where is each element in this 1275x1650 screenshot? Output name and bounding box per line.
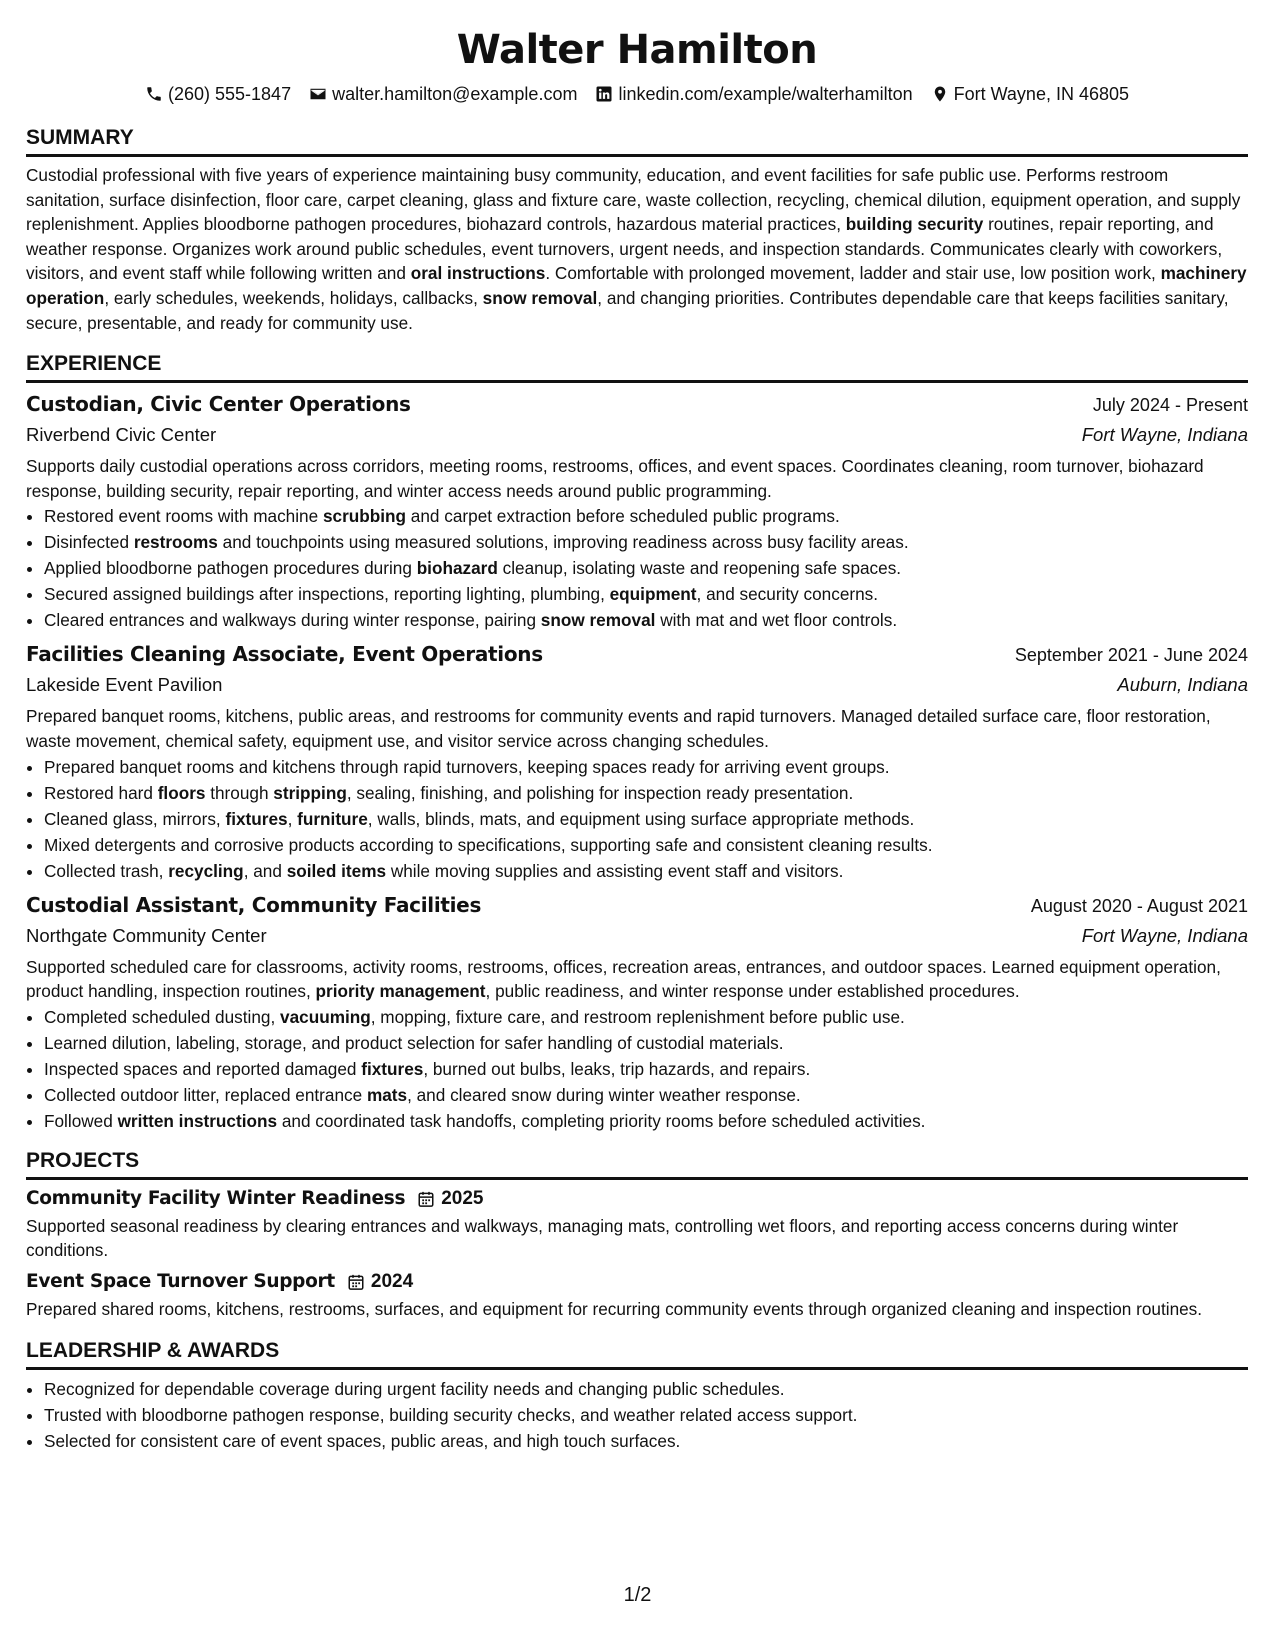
bold-keyword: scrubbing [322,506,407,527]
job-entry [26,641,1248,883]
job-bullet-list [26,1004,1248,1134]
text-run: Secured assigned buildings after inspections, reporting lighting, plumbing, [44,584,610,605]
text-run: routines, repair reporting, and weather response. Organizes work around public schedules, event turnovers, urgent needs, and inspection standards. Communicates clearly with coworkers, visitors, and event staff while following written and [26,214,1223,284]
text-run: and touchpoints using measured solutions, improving readiness across busy facility areas. [217,532,909,553]
bold-keyword: stripping [273,782,347,803]
text-run: while moving supplies and assisting event staff and visitors. [386,860,844,881]
text-run: with mat and wet floor controls. [655,610,898,631]
job-header [26,391,1248,418]
bold-keyword: written instructions [117,1110,278,1131]
job-subheader [26,422,1248,448]
experience-list [26,391,1248,1134]
project-year [417,1188,483,1210]
list-item [44,832,1248,858]
job-dates: August 2020 - August 2021 [1030,895,1248,916]
bold-keyword: soiled items [286,860,387,881]
job-employer: Lakeside Event Pavilion [26,674,223,696]
project-entry [26,1271,1248,1322]
text-run: Restored hard [44,782,158,803]
phone-icon [145,85,163,103]
text-run: . Comfortable with prolonged movement, ladder and stair use, low position work, [545,263,1161,284]
location-text: Fort Wayne, IN 46805 [953,84,1130,104]
job-header [26,641,1248,668]
text-run: Learned dilution, labeling, storage, and product selection for safer handling of custodial materials. [44,1032,784,1053]
projects-list [26,1188,1248,1322]
job-employer: Riverbend Civic Center [26,424,217,446]
bold-keyword: equipment [609,584,697,605]
text-run: and coordinated task handoffs, completing priority rooms before scheduled activities. [277,1110,926,1131]
list-item: • Recognized for dependable coverage during urgent facility needs and changing public schedules. [44,1376,1248,1402]
resume-page [26,0,1248,1454]
project-year-text: 2025 [441,1187,484,1209]
bold-keyword: machinery operation [26,263,1247,308]
job-header [26,892,1248,919]
calendar-icon [417,1190,435,1208]
bold-keyword: vacuuming [280,1006,371,1027]
linkedin-icon [595,85,613,103]
text-run: Mixed detergents and corrosive products according to specifications, supporting safe and consistent cleaning results. [44,834,933,855]
list-item [44,858,1248,884]
job-title: Custodial Assistant, Community Facilities [26,892,482,917]
project-entry [26,1188,1248,1263]
list-item [44,780,1248,806]
job-bullet-list [26,503,1248,633]
project-header [26,1188,1248,1210]
bold-keyword: snow removal [482,287,598,308]
job-dates: July 2024 - Present [1092,395,1248,416]
text-run: , burned out bulbs, leaks, trip hazards, and repairs. [423,1058,811,1079]
leadership-list [26,1376,1248,1454]
section-title-projects: PROJECTS [26,1148,1248,1180]
text-run: Applied bloodborne pathogen procedures during [44,558,417,579]
text-run: , and changing priorities. Contributes dependable care that keeps facilities sanitary, secure, presentable, and ready for community use. [26,287,1229,333]
bold-keyword: fixtures [225,808,288,829]
bold-keyword: priority management [315,981,486,1002]
list-item [44,1108,1248,1134]
project-header [26,1271,1248,1293]
text-run: Prepared banquet rooms and kitchens through rapid turnovers, keeping spaces ready for arriving event groups. [44,756,890,777]
bold-keyword: restrooms [133,532,218,553]
job-location: Fort Wayne, Indiana [1081,924,1248,946]
project-title: Community Facility Winter Readiness [26,1188,406,1210]
bold-keyword: fixtures [361,1058,424,1079]
section-title-summary: SUMMARY [26,125,1248,157]
bold-keyword: snow removal [540,610,656,631]
page-number: 1/2 [623,1584,652,1606]
text-run: , walls, blinds, mats, and equipment using surface appropriate methods. [367,808,915,829]
contact-email[interactable] [309,82,577,106]
list-item [44,1004,1248,1030]
contact-phone [145,82,291,106]
section-title-leadership: LEADERSHIP & AWARDS [26,1338,1248,1370]
job-subheader [26,672,1248,698]
text-run: , early schedules, weekends, holidays, callbacks, [104,287,483,308]
project-title: Event Space Turnover Support [26,1271,335,1293]
linkedin-link[interactable]: linkedin.com/example/walterhamilton [618,84,913,104]
text-run: Supported scheduled care for classrooms, activity rooms, restrooms, offices, recreation areas, entrances, and outdoor spaces. Learned equipment operation, product handling, inspection routines, [26,956,1221,1002]
list-item: • Trusted with bloodborne pathogen response, building security checks, and weather related access support. [44,1402,1248,1428]
job-bullet-list [26,754,1248,884]
candidate-name: Walter Hamilton [456,27,818,73]
job-subheader [26,923,1248,949]
list-item [44,503,1248,529]
contact-linkedin[interactable] [595,82,912,106]
text-run: , and cleared snow during winter weather response. [407,1084,801,1105]
contact-location [931,82,1129,106]
bold-keyword: floors [157,782,206,803]
project-description: Prepared shared rooms, kitchens, restrooms, surfaces, and equipment for recurring community events through organized cleaning and inspection routines. [26,1298,1203,1319]
list-item [44,555,1248,581]
text-run: through [205,782,274,803]
job-title: Facilities Cleaning Associate, Event Operations [26,642,543,667]
list-item [44,1082,1248,1108]
job-location: Fort Wayne, Indiana [1081,424,1248,446]
text-run: Collected trash, [44,860,169,881]
list-item [44,754,1248,780]
map-pin-icon [931,85,949,103]
list-item [44,607,1248,633]
project-year [347,1271,413,1293]
summary-paragraph [26,163,1248,335]
section-title-experience: EXPERIENCE [26,351,1248,383]
text-run: , and security concerns. [696,584,879,605]
envelope-icon [309,85,327,103]
bold-keyword: mats [366,1084,408,1105]
text-run: , and [243,860,287,881]
text-run: Disinfected [44,532,134,553]
job-title: Custodian, Civic Center Operations [26,392,411,417]
text-run: Collected outdoor litter, replaced entrance [44,1084,367,1105]
contact-bar [26,82,1248,106]
text-run: , public readiness, and winter response under established procedures. [485,981,1020,1002]
job-entry [26,391,1248,633]
project-description: Supported seasonal readiness by clearing entrances and walkways, managing mats, controlling wet floors, and reporting access concerns during winter conditions. [26,1215,1179,1261]
project-year-text: 2024 [370,1270,414,1292]
phone-text: (260) 555-1847 [167,84,292,104]
text-run: Inspected spaces and reported damaged [44,1058,362,1079]
bold-keyword: recycling [168,860,244,881]
text-run: , sealing, finishing, and polishing for inspection ready presentation. [346,782,854,803]
text-run: cleanup, isolating waste and reopening safe spaces. [497,558,902,579]
calendar-icon [347,1273,365,1291]
job-dates: September 2021 - June 2024 [1014,645,1248,666]
text-run: , [287,808,298,829]
job-entry [26,892,1248,1134]
job-description [26,955,1248,1004]
job-description: Prepared banquet rooms, kitchens, public areas, and restrooms for community events and rapid turnovers. Managed detailed surface care, floor restoration, waste movement, chemical safety, equipment use, and visitor service across changing schedules. [26,706,1211,751]
bold-keyword: oral instructions [410,263,546,284]
text-run: Completed scheduled dusting, [44,1006,281,1027]
email-link[interactable]: walter.hamilton@example.com [332,84,578,104]
text-run: and carpet extraction before scheduled public programs. [406,506,840,527]
bold-keyword: biohazard [416,558,498,579]
list-item: • Selected for consistent care of event spaces, public areas, and high touch surfaces. [44,1428,1248,1454]
text-run: Followed [44,1110,118,1131]
job-employer: Northgate Community Center [26,924,267,946]
bold-keyword: furniture [297,808,368,829]
bold-keyword: building security [845,214,984,235]
list-item [44,529,1248,555]
text-run: Cleared entrances and walkways during winter response, pairing [44,610,541,631]
list-item [44,1030,1248,1056]
list-item [44,1056,1248,1082]
text-run: Custodial professional with five years of experience maintaining busy community, education, and event facilities for safe public use. Performs restroom sanitation, surface disinfection, floor care, carpet cleaning, glass and fixture care, waste collection, recycling, chemical dilution, equipment operation, and supply replenishment. Applies bloodborne pathogen procedures, biohazard controls, hazardous material practices, [26,165,1241,235]
text-run: , mopping, fixture care, and restroom replenishment before public use. [370,1006,905,1027]
text-run: Restored event rooms with machine [44,506,323,527]
list-item [44,806,1248,832]
list-item [44,581,1248,607]
text-run: Cleaned glass, mirrors, [44,808,226,829]
job-location: Auburn, Indiana [1117,674,1248,696]
job-description: Supports daily custodial operations across corridors, meeting rooms, restrooms, offices, and event spaces. Coordinates cleaning, room turnover, biohazard response, building security, repair reporting, and winter access needs around public programming. [26,456,1204,501]
